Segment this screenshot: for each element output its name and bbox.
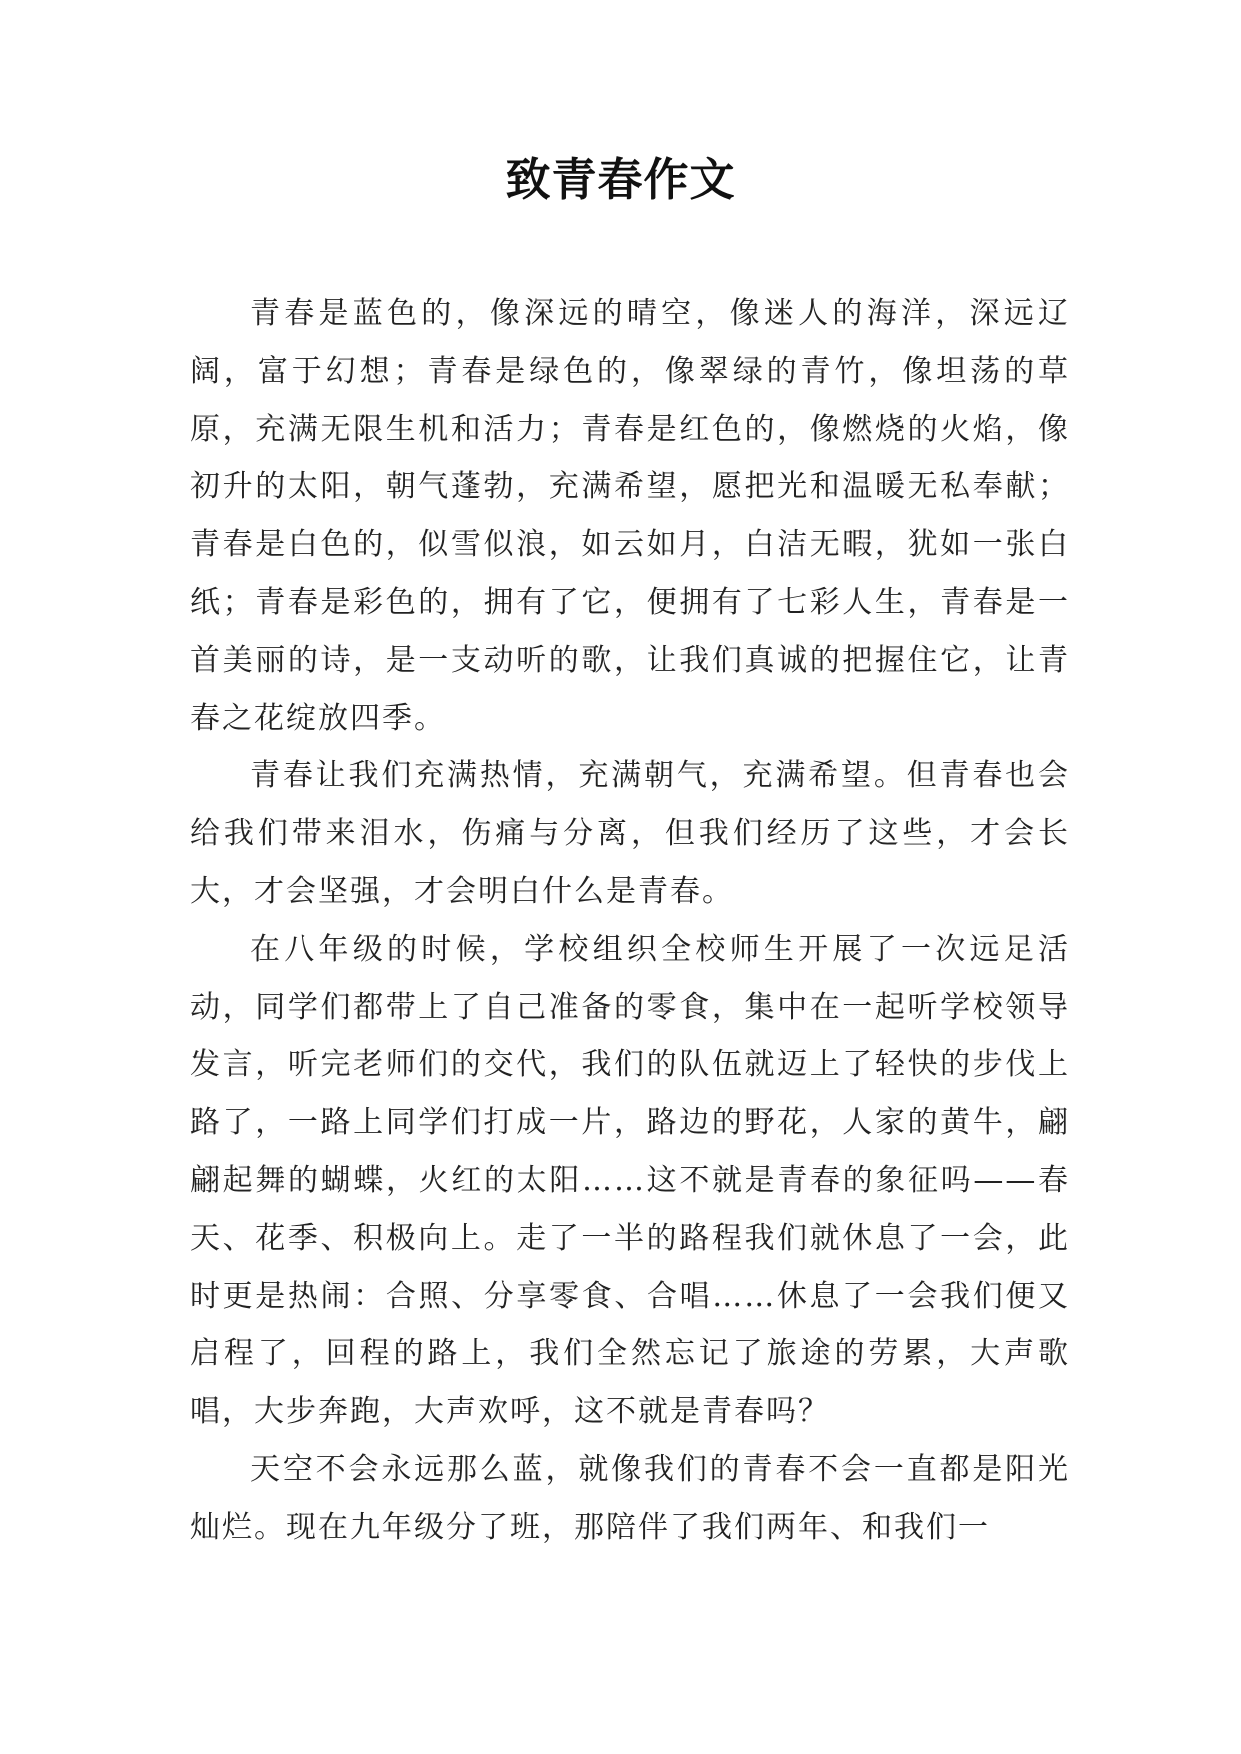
document-title: 致青春作文 — [505, 153, 736, 206]
paragraph: 青春让我们充满热情，充满朝气，充满希望。但青春也会给我们带来泪水，伤痛与分离，但我们经历了这些，才会长大，才会坚强，才会明白什么是青春。 — [190, 758, 1070, 909]
paragraph: 在八年级的时候，学校组织全校师生开展了一次远足活动，同学们都带上了自己准备的零食，集中在一起听学校领导发言，听完老师们的交代，我们的队伍就迈上了轻快的步伐上路了，一路上同学们打成一片，路边的野花，人家的黄牛，翩翩起舞的蝴蝶，火红的太阳……这不就是青春的象征吗——春天、花季、积极向上。走了一半的路程我们就休息了一会，此时更是热闹：合照、分享零食、合唱……休息了一会我们便又启程了，回程的路上，我们全然忘记了旅途的劳累，大声歌唱，大步奔跑，大声欢呼，这不就是青春吗？ — [190, 931, 1070, 1430]
document-body — [190, 285, 1070, 1557]
paragraph: 天空不会永远那么蓝，就像我们的青春不会一直都是阳光灿烂。现在九年级分了班，那陪伴了我们两年、和我们一 — [190, 1451, 1070, 1545]
paragraph: 青春是蓝色的，像深远的晴空，像迷人的海洋，深远辽阔，富于幻想；青春是绿色的，像翠绿的青竹，像坦荡的草原，充满无限生机和活力；青春是红色的，像燃烧的火焰，像初升的太阳，朝气蓬勃，充满希望，愿把光和温暖无私奉献；青春是白色的，似雪似浪，如云如月，白洁无暇，犹如一张白纸；青春是彩色的，拥有了它，便拥有了七彩人生，青春是一首美丽的诗，是一支动听的歌，让我们真诚的把握住它，让青春之花绽放四季。 — [190, 296, 1070, 736]
